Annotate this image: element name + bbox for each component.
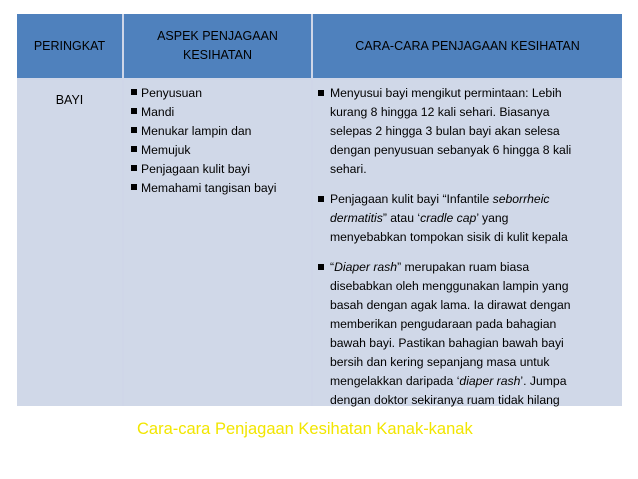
square-bullet-icon bbox=[131, 165, 137, 171]
list-item: Menukar lampin dan bbox=[131, 122, 311, 141]
square-bullet-icon bbox=[131, 146, 137, 152]
header-aspek-line1: ASPEK PENJAGAAN bbox=[157, 29, 278, 43]
cara-paragraph-diaper-rash: “Diaper rash” merupakan ruam biasa disebabkan oleh menggunakan lampin yang basah dengan agak lama. Ia dirawat dengan memberikan pengudaraan pada bahagian bawah bayi. Pastikan bahagian bawah bayi bersih dan kering sepanjang masa untuk mengelakkan daripada ‘diaper rash’. Jumpa dengan doktor sekiranya ruam tidak hilang bbox=[318, 258, 616, 410]
list-item: Memahami tangisan bayi bbox=[131, 179, 311, 198]
cell-peringkat bbox=[17, 80, 122, 406]
list-item: Mandi bbox=[131, 103, 311, 122]
header-aspek-line2: KESIHATAN bbox=[183, 48, 252, 62]
square-bullet-icon bbox=[131, 89, 137, 95]
header-cara: CARA-CARA PENJAGAAN KESIHATAN bbox=[313, 14, 622, 78]
cell-cara bbox=[313, 80, 622, 406]
square-bullet-icon bbox=[318, 90, 324, 96]
list-item: Penyusuan bbox=[131, 84, 311, 103]
square-bullet-icon bbox=[131, 184, 137, 190]
cara-paragraph-kulit: Penjagaan kulit bayi “Infantile seborrheic dermatitis” atau ‘cradle cap’ yang menyebabkan tompokan sisik di kulit kepala bbox=[318, 190, 616, 247]
list-item: Penjagaan kulit bayi bbox=[131, 160, 311, 179]
cell-aspek bbox=[124, 80, 311, 406]
square-bullet-icon bbox=[131, 127, 137, 133]
header-aspek bbox=[124, 14, 311, 78]
square-bullet-icon bbox=[131, 108, 137, 114]
peringkat-label: BAYI bbox=[55, 93, 84, 107]
square-bullet-icon bbox=[318, 196, 324, 202]
cara-paragraph-penyusuan: Menyusui bayi mengikut permintaan: Lebih kurang 8 hingga 12 kali sehari. Biasanya selepas 2 hingga 3 bulan bayi akan selesa dengan penyusuan sebanyak 6 hingga 8 kali sehari. bbox=[318, 84, 616, 179]
list-item: Memujuk bbox=[131, 141, 311, 160]
square-bullet-icon bbox=[318, 264, 324, 270]
aspek-list bbox=[124, 80, 311, 198]
slide-caption: Cara-cara Penjagaan Kesihatan Kanak-kanak bbox=[137, 420, 473, 438]
header-peringkat: PERINGKAT bbox=[17, 14, 122, 78]
care-table bbox=[17, 14, 622, 406]
